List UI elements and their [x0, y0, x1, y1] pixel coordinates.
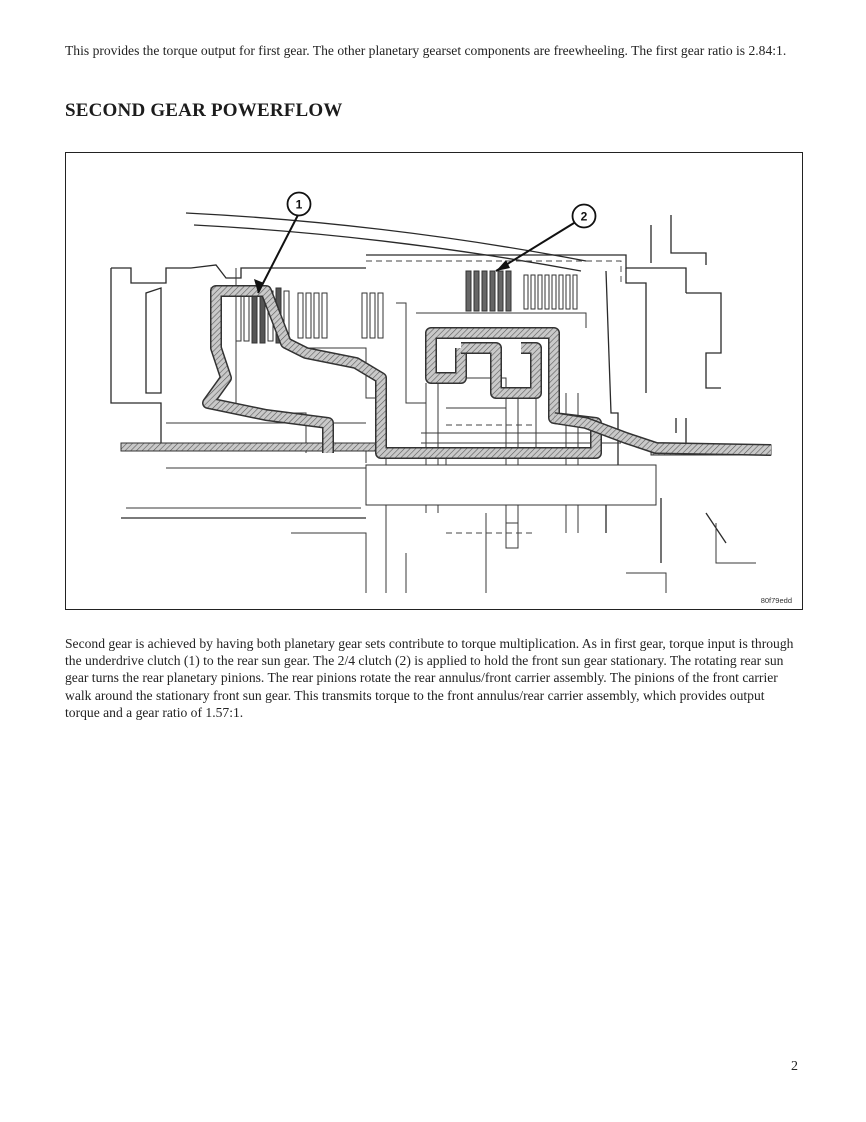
section-heading: SECOND GEAR POWERFLOW [65, 100, 343, 121]
page-number: 2 [791, 1059, 798, 1074]
body-paragraph: Second gear is achieved by having both planetary gear sets contribute to torque multiplication. As in first gear, torque input is through the underdrive clutch (1) to the rear sun gear. The 2/4 clutch (2) is applied to hold the front sun gear stationary. The rotating rear sun gear turns the rear planetary pinions. The rear pinions rotate the rear annulus/front carrier assembly. The pinions of the front carrier walk around the stationary front sun gear. This transmits torque to the front annulus/rear carrier assembly, which provides output torque and a gear ratio of 1.57:1. [65, 636, 794, 720]
intro-paragraph: This provides the torque output for first gear. The other planetary gearset components are freewheeling. The first gear ratio is 2.84:1. [65, 43, 787, 58]
powerflow-diagram [65, 152, 803, 610]
case-outline [111, 213, 726, 563]
transmission-cross-section [66, 153, 803, 610]
callout-2-label: 2 [580, 209, 588, 224]
callout-1-label: 1 [295, 197, 303, 212]
two-four-clutch-pack [466, 271, 577, 311]
callout-1 [254, 193, 311, 294]
figure-code: 80f79edd [760, 596, 792, 605]
